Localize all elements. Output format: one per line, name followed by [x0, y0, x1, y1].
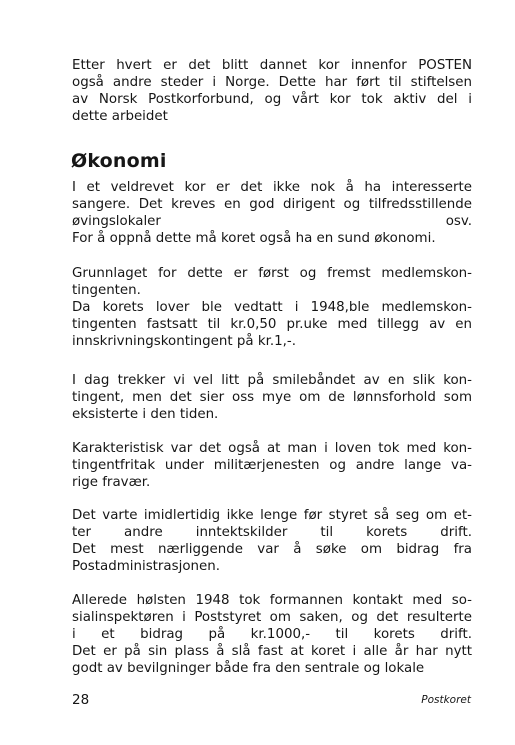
text-line: Det er på sin plass å slå fast at koret i alle år har nytt [72, 644, 472, 659]
text-line: eksisterte i den tiden. [72, 407, 219, 422]
text-line: I dag trekker vi vel litt på smilebåndet av en slik kon- [72, 373, 472, 388]
text-line: Da korets lover ble vedtatt i 1948,ble medlemskon- [72, 300, 472, 315]
paragraph-membership-fee [72, 265, 472, 350]
text-line: innskrivningskontingent på kr.1,-. [72, 334, 297, 349]
text-line: rige fravær. [72, 475, 151, 490]
text-line: tingenten. [72, 283, 141, 298]
text-line: sangere. Det kreves en god dirigent og tilfredsstillende [72, 197, 472, 212]
text-line: tingent, men det sier oss mye om de lønnsforhold som [72, 390, 472, 405]
text-line: også andre steder i Norge. Dette har ført til stiftelsen [72, 75, 472, 90]
paragraph-grant [72, 592, 472, 677]
text-line: ter andre inntektskilder til korets drift. [72, 525, 472, 540]
text-line: Etter hvert er det blitt dannet kor innenfor POSTEN [72, 58, 472, 73]
text-line: sialinspektøren i Poststyret om saken, og det resulterte [72, 610, 472, 625]
text-line: Det varte imidlertidig ikke lenge før styret så seg om et- [72, 508, 472, 523]
text-line: øvingslokaler osv. [72, 214, 472, 229]
text-line: For å oppnå dette må koret også ha en sund økonomi. [72, 231, 436, 246]
text-line: Grunnlaget for dette er først og fremst medlemskon- [72, 266, 472, 281]
text-line: I et veldrevet kor er det ikke nok å ha interesserte [72, 180, 472, 195]
paragraph-smile [72, 372, 472, 423]
page-number: 28 [72, 692, 90, 708]
text-line: tingentfritak under militærjenesten og andre lange va- [72, 458, 472, 473]
text-line: i et bidrag på kr.1000,- til korets drift. [72, 627, 472, 642]
paragraph-military-exemption [72, 440, 472, 491]
text-line: Postadministrasjonen. [72, 559, 220, 574]
section-heading: Økonomi [71, 150, 167, 172]
text-line: godt av bevilgninger både fra den sentrale og lokale [72, 661, 425, 676]
text-line: Allerede hølsten 1948 tok formannen kontakt med so- [72, 593, 472, 608]
text-line: Det mest nærliggende var å søke om bidrag fra [72, 542, 472, 557]
text-line: dette arbeidet [72, 109, 168, 124]
running-title: Postkoret [421, 694, 471, 706]
paragraph-other-income [72, 507, 472, 575]
text-line: Karakteristisk var det også at man i loven tok med kon- [72, 441, 472, 456]
text-line: av Norsk Postkorforbund, og vårt kor tok aktiv del i [72, 92, 472, 107]
text-line: tingenten fastsatt til kr.0,50 pr.uke med tillegg av en [72, 317, 472, 332]
paragraph-good-choir [72, 179, 472, 247]
paragraph-posten-choirs [72, 57, 472, 125]
